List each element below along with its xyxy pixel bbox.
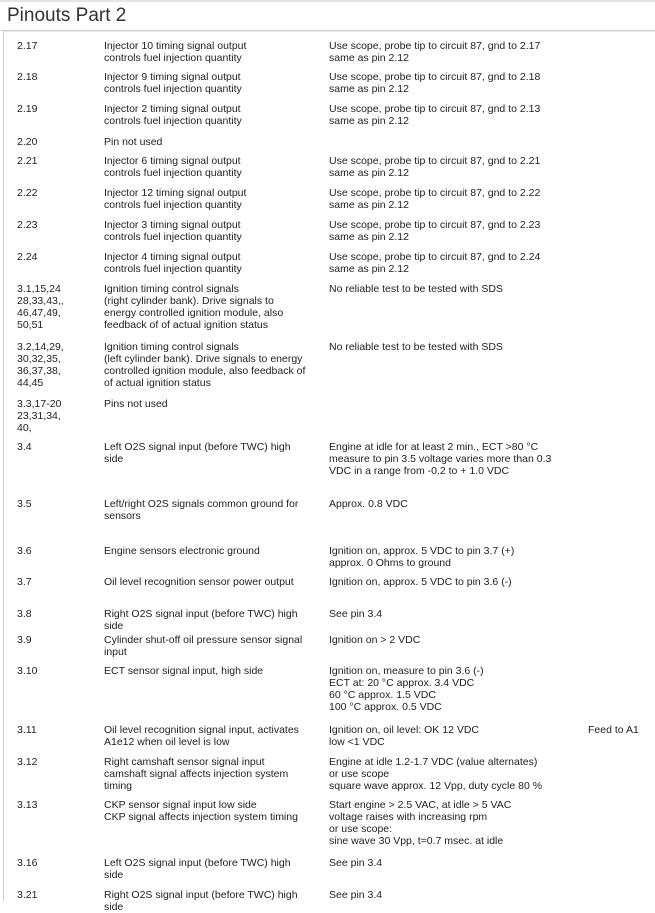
- description-cell: Injector 4 timing signal output controls fuel injection quantity: [104, 251, 242, 275]
- test-procedure-cell: Ignition on, approx. 5 VDC to pin 3.6 (-): [329, 576, 512, 588]
- description-cell: Left/right O2S signals common ground for sensors: [104, 498, 299, 522]
- test-procedure-cell: Engine at idle 1.2-1.7 VDC (value alternates) or use scope square wave approx. 12 Vpp, duty cycle 80 %: [329, 756, 543, 792]
- description-cell: Right camshaft sensor signal input camshaft signal affects injection system timing: [104, 756, 289, 792]
- pin-cell: 3.16: [17, 857, 38, 869]
- description-cell: Injector 3 timing signal output controls fuel injection quantity: [104, 219, 242, 243]
- pin-cell: 3.4: [17, 441, 32, 453]
- pin-cell: 2.21: [17, 155, 38, 167]
- pin-cell: 3.12: [17, 756, 38, 768]
- pinout-panel: [3, 31, 655, 913]
- test-procedure-cell: Ignition on, oil level: OK 12 VDC low <1 VDC: [329, 724, 479, 748]
- pin-cell: 3.6: [17, 545, 32, 557]
- test-procedure-cell: Use scope, probe tip to circuit 87, gnd to 2.17 same as pin 2.12: [329, 40, 541, 64]
- pin-cell: 2.18: [17, 71, 38, 83]
- test-procedure-cell: See pin 3.4: [329, 889, 383, 901]
- description-cell: ECT sensor signal input, high side: [104, 665, 264, 677]
- description-cell: Left O2S signal input (before TWC) high side: [104, 441, 291, 465]
- test-procedure-cell: See pin 3.4: [329, 857, 383, 869]
- pin-cell: 3.2,14,29, 30,32,35, 36,37,38, 44,45: [17, 341, 64, 389]
- pin-cell: 3.13: [17, 799, 38, 811]
- description-cell: Oil level recognition signal input, activates A1e12 when oil level is low: [104, 724, 299, 748]
- description-cell: Right O2S signal input (before TWC) high side: [104, 889, 298, 913]
- test-procedure-cell: No reliable test to be tested with SDS: [329, 341, 503, 353]
- pin-cell: 3.5: [17, 498, 32, 510]
- test-procedure-cell: Use scope, probe tip to circuit 87, gnd to 2.13 same as pin 2.12: [329, 103, 541, 127]
- test-procedure-cell: See pin 3.4: [329, 608, 383, 620]
- pin-cell: 3.21: [17, 889, 38, 901]
- description-cell: Injector 12 timing signal output controls fuel injection quantity: [104, 187, 247, 211]
- description-cell: Injector 2 timing signal output controls fuel injection quantity: [104, 103, 242, 127]
- page-header: [0, 0, 655, 31]
- pin-cell: 3.3,17-20 23,31,34, 40,: [17, 398, 62, 434]
- description-cell: Ignition timing control signals (left cylinder bank). Drive signals to energy controlled ignition module, also feedback of of actual ignition status: [104, 341, 306, 389]
- note-cell: Feed to A1: [588, 724, 639, 736]
- test-procedure-cell: No reliable test to be tested with SDS: [329, 283, 503, 295]
- test-procedure-cell: Use scope, probe tip to circuit 87, gnd to 2.24 same as pin 2.12: [329, 251, 541, 275]
- pin-cell: 3.1,15,24 28,33,43,, 46,47,49, 50,51: [17, 283, 64, 331]
- pin-cell: 2.22: [17, 187, 38, 199]
- pin-cell: 3.8: [17, 608, 32, 620]
- pin-cell: 2.20: [17, 136, 38, 148]
- description-cell: Pin not used: [104, 136, 163, 148]
- pin-cell: 3.11: [17, 724, 37, 736]
- pin-cell: 2.23: [17, 219, 38, 231]
- pin-cell: 3.9: [17, 634, 32, 646]
- description-cell: Left O2S signal input (before TWC) high side: [104, 857, 291, 881]
- pin-cell: 2.24: [17, 251, 38, 263]
- description-cell: Cylinder shut-off oil pressure sensor signal input: [104, 634, 303, 658]
- test-procedure-cell: Ignition on > 2 VDC: [329, 634, 421, 646]
- test-procedure-cell: Approx. 0.8 VDC: [329, 498, 408, 510]
- test-procedure-cell: Use scope, probe tip to circuit 87, gnd to 2.18 same as pin 2.12: [329, 71, 541, 95]
- description-cell: Injector 9 timing signal output controls fuel injection quantity: [104, 71, 242, 95]
- description-cell: Ignition timing control signals (right cylinder bank). Drive signals to energy controlled ignition module, also feedback of of actual ignition status: [104, 283, 284, 331]
- description-cell: Engine sensors electronic ground: [104, 545, 260, 557]
- description-cell: Injector 10 timing signal output controls fuel injection quantity: [104, 40, 247, 64]
- test-procedure-cell: Ignition on, measure to pin 3.6 (-) ECT at: 20 °C approx. 3.4 VDC 60 °C approx. 1.5 VDC 100 °C approx. 0.5 VDC: [329, 665, 484, 713]
- description-cell: Oil level recognition sensor power output: [104, 576, 294, 588]
- test-procedure-cell: Use scope, probe tip to circuit 87, gnd to 2.22 same as pin 2.12: [329, 187, 541, 211]
- test-procedure-cell: Start engine > 2.5 VAC, at idle > 5 VAC voltage raises with increasing rpm or use scope: sine wave 30 Vpp, t=0.7 msec. at idle: [329, 799, 512, 847]
- description-cell: Injector 6 timing signal output controls fuel injection quantity: [104, 155, 242, 179]
- description-cell: Right O2S signal input (before TWC) high side: [104, 608, 298, 632]
- page-title: Pinouts Part 2: [7, 5, 127, 26]
- test-procedure-cell: Ignition on, approx. 5 VDC to pin 3.7 (+) approx. 0 Ohms to ground: [329, 545, 515, 569]
- pin-cell: 3.7: [17, 576, 32, 588]
- pin-cell: 2.17: [17, 40, 38, 52]
- description-cell: Pins not used: [104, 398, 168, 410]
- pin-cell: 2.19: [17, 103, 38, 115]
- description-cell: CKP sensor signal input low side CKP signal affects injection system timing: [104, 799, 298, 823]
- pin-cell: 3.10: [17, 665, 38, 677]
- test-procedure-cell: Engine at idle for at least 2 min., ECT >80 °C measure to pin 3.5 voltage varies more than 0.3 VDC in a range from -0.2 to + 1.0 VDC: [329, 441, 552, 477]
- test-procedure-cell: Use scope, probe tip to circuit 87, gnd to 2.23 same as pin 2.12: [329, 219, 541, 243]
- test-procedure-cell: Use scope, probe tip to circuit 87, gnd to 2.21 same as pin 2.12: [329, 155, 541, 179]
